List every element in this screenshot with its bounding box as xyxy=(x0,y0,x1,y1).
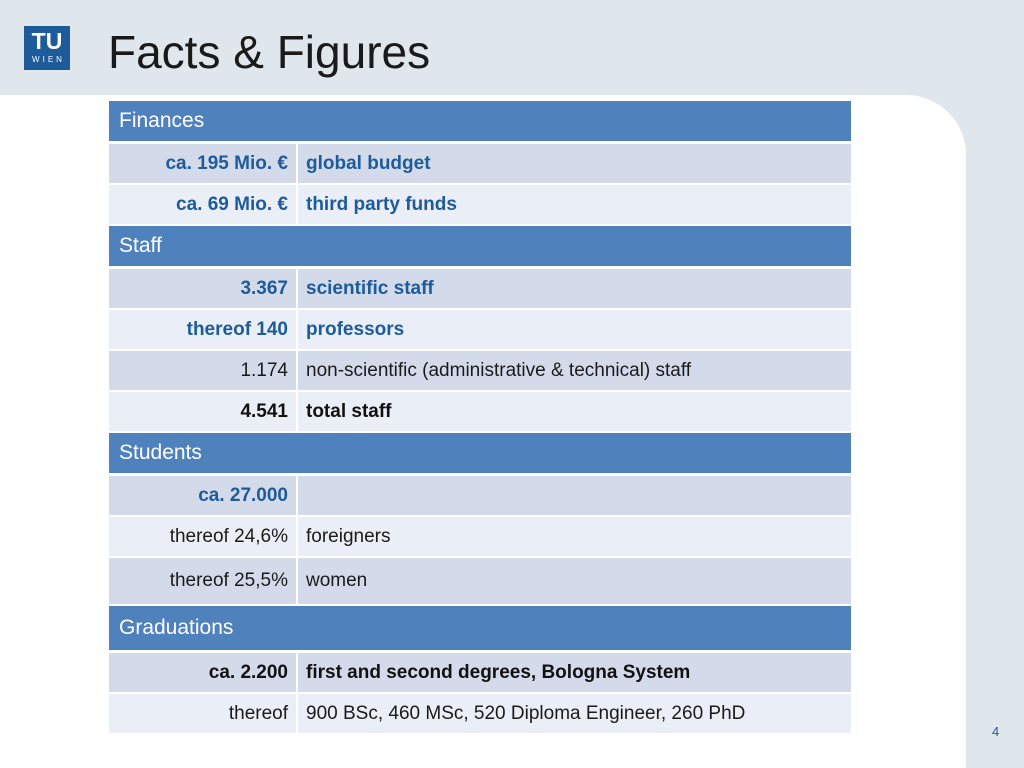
row-label: global budget xyxy=(298,144,851,185)
section-heading: Graduations xyxy=(109,606,851,653)
table-row xyxy=(109,310,851,351)
row-label xyxy=(298,476,851,517)
row-label: professors xyxy=(298,310,851,351)
row-value: 1.174 xyxy=(109,351,298,392)
row-label: women xyxy=(298,558,851,606)
row-value: thereof 24,6% xyxy=(109,517,298,558)
row-label: 900 BSc, 460 MSc, 520 Diploma Engineer, 260 PhD xyxy=(298,694,851,735)
logo-wordmark: WIEN xyxy=(32,55,65,64)
table-row xyxy=(109,653,851,694)
row-value: thereof 140 xyxy=(109,310,298,351)
table-row xyxy=(109,476,851,517)
row-label: non-scientific (administrative & technical) staff xyxy=(298,351,851,392)
row-label: third party funds xyxy=(298,185,851,226)
table-row xyxy=(109,144,851,185)
row-value: thereof 25,5% xyxy=(109,558,298,606)
row-value: thereof xyxy=(109,694,298,735)
section-header-students xyxy=(109,433,851,476)
section-heading: Staff xyxy=(109,226,851,269)
row-label: scientific staff xyxy=(298,269,851,310)
page-number: 4 xyxy=(992,724,1000,739)
page-title: Facts & Figures xyxy=(108,26,431,78)
facts-table xyxy=(109,101,851,735)
section-heading: Students xyxy=(109,433,851,476)
row-label: foreigners xyxy=(298,517,851,558)
row-label: total staff xyxy=(298,392,851,433)
table-row xyxy=(109,558,851,606)
table-row xyxy=(109,694,851,735)
section-header-graduations xyxy=(109,606,851,653)
section-header-finances xyxy=(109,101,851,144)
table-row xyxy=(109,351,851,392)
table-row xyxy=(109,269,851,310)
row-value: ca. 69 Mio. € xyxy=(109,185,298,226)
logo-mark: TU xyxy=(31,28,63,54)
section-heading: Finances xyxy=(109,101,851,144)
table-row xyxy=(109,185,851,226)
row-value: 3.367 xyxy=(109,269,298,310)
row-value: 4.541 xyxy=(109,392,298,433)
row-label: first and second degrees, Bologna System xyxy=(298,653,851,694)
tu-wien-logo xyxy=(24,26,70,70)
section-header-staff xyxy=(109,226,851,269)
table-row xyxy=(109,392,851,433)
row-value: ca. 2.200 xyxy=(109,653,298,694)
row-value: ca. 195 Mio. € xyxy=(109,144,298,185)
table-row xyxy=(109,517,851,558)
row-value: ca. 27.000 xyxy=(109,476,298,517)
